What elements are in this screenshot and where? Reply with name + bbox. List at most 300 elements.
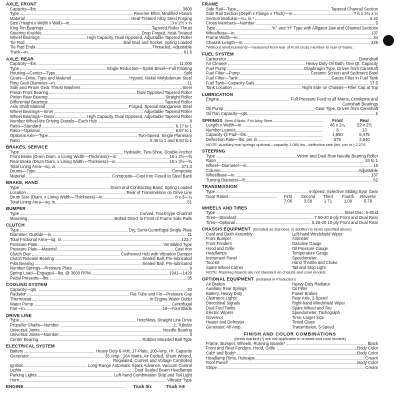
spec-value: Composite—Cast Iron Fused to Steel Back xyxy=(112,173,192,179)
dot-leader xyxy=(118,157,168,158)
spec-value: Diaphragm Type, Driven from Camshaft xyxy=(304,66,378,71)
dot-leader xyxy=(237,176,370,177)
punch-hole xyxy=(383,35,394,46)
spec-label: Wheelbase—in. xyxy=(206,30,236,36)
spec-value: 4-Speed, Selective Sliding Spur Gear xyxy=(308,189,378,194)
dot-leader xyxy=(237,33,370,34)
dot-leader xyxy=(30,53,183,54)
dot-leader xyxy=(73,269,189,270)
spec-label: Axle Shaft Material xyxy=(10,104,46,110)
dot-leader xyxy=(105,198,175,199)
spec-value: 7⅞ x 2¾ x ¼ xyxy=(354,11,378,17)
spec-row xyxy=(6,138,192,143)
dot-leader xyxy=(237,354,356,355)
spec-label: Length x Width—in. xyxy=(206,123,243,128)
dot-leader xyxy=(48,98,164,99)
equipment-item: Oil Pressure Gauge xyxy=(292,246,328,251)
spec-value: Camshaft Bearings xyxy=(342,101,378,107)
spec-row xyxy=(6,276,192,281)
dot-leader xyxy=(50,278,186,279)
spec-value: Cast Iron xyxy=(175,247,192,252)
equipment-item: Front Fenders xyxy=(206,241,232,246)
spec-value: Straight Roller xyxy=(165,95,192,100)
spec-value: Cream xyxy=(365,365,378,370)
dot-leader xyxy=(27,295,129,296)
section-heading: OPTIONAL EQUIPMENT xyxy=(202,277,254,282)
gear-ratio-label: Gear Ratios xyxy=(206,194,229,199)
spec-label: Fuel Filter—Tank xyxy=(206,75,238,81)
dot-leader xyxy=(32,254,120,255)
spec-label: Headlamp Rims, Hubcaps xyxy=(206,355,255,361)
spec-value: Ceramic Screen and Sediment Bowl xyxy=(310,71,378,76)
gear-ratio-value: 1.00 xyxy=(343,199,353,204)
spec-label: Pressure Plate xyxy=(10,242,38,247)
spec-value: Steel Disc, 6-Stud xyxy=(344,210,378,216)
spec-value: Flat Tube and Fin—Pressure Cap xyxy=(129,292,192,297)
spec-label: Type xyxy=(10,149,20,155)
dot-leader xyxy=(276,349,356,350)
spec-value: Hypoid, Nickel Molybdenum Steel xyxy=(129,75,192,81)
dot-leader xyxy=(60,326,173,327)
dot-leader xyxy=(39,340,141,341)
section-cooling-system xyxy=(6,283,192,312)
spec-label: Type xyxy=(10,227,20,233)
spec-label: Fuel Pump xyxy=(206,66,227,71)
section-lubrication xyxy=(202,92,378,116)
left-column xyxy=(6,2,192,391)
equipment-item: Rear Axle, 2-Speed xyxy=(292,296,328,301)
section-springs xyxy=(202,118,378,147)
equipment-item: Tool Kit xyxy=(206,260,220,266)
spec-value: 9 xyxy=(189,266,192,271)
spec-value: Forged, Special Manganese Steel xyxy=(128,104,192,110)
spec-label: Housing—Center—Type xyxy=(10,71,56,76)
spec-value: 61.6 xyxy=(183,49,192,55)
dot-leader xyxy=(20,14,133,15)
section-clutch xyxy=(6,223,192,281)
dot-leader xyxy=(294,14,353,15)
spec-value: 6.40 to 1 and 8.93 to 1 xyxy=(150,138,192,143)
section-heading: CHASSIS EQUIPMENT xyxy=(202,227,251,232)
spec-label: Wheel Bearings—Outer xyxy=(10,114,55,119)
section-wheels-and-tires xyxy=(202,206,378,225)
equipment-item: Heater and Defroster xyxy=(206,320,245,325)
spec-label: Cross Members—Number xyxy=(206,21,255,26)
spec-label: Radiator xyxy=(10,292,26,297)
dot-leader xyxy=(20,321,136,322)
section-brakes-service xyxy=(6,145,192,179)
spec-label: Deflection Rate—lbs. per in. xyxy=(206,137,259,143)
equipment-item: Temperature Gauge xyxy=(292,251,329,256)
spec-value: 371.3 xyxy=(181,164,192,169)
spec-row xyxy=(202,86,378,91)
spec-value: 52 xyxy=(373,177,378,183)
gear-ratio-value: 3.58 xyxy=(303,199,313,204)
spec-label: Material xyxy=(10,173,25,179)
spec-value: 4.42 xyxy=(369,16,378,21)
spec-label: Universal Joints—Number xyxy=(10,332,59,338)
spec-value: 8 x 3—¼ xyxy=(175,195,192,200)
dot-leader xyxy=(224,109,314,110)
spec-label: Cab* and Body* xyxy=(206,350,236,356)
dot-leader xyxy=(244,126,323,127)
spec-value: 2, Tubular xyxy=(173,323,192,328)
spec-label: Ratio—Optional xyxy=(10,128,40,134)
spec-label: Track—in. xyxy=(10,49,29,55)
spec-label: Side and Pinion Gear Thrust Washers xyxy=(10,85,81,91)
dot-leader xyxy=(55,259,141,260)
spec-value: Body Color xyxy=(357,346,378,351)
spec-value: 13 xyxy=(362,127,367,133)
spec-label: Clutch Disc xyxy=(10,251,32,257)
spec-label: Type xyxy=(10,66,20,71)
spec-value: “K” and “H” Type with Alligator Jaw and Channel Sections xyxy=(271,25,378,31)
dot-leader xyxy=(249,166,373,167)
spec-value: Needle Bearing xyxy=(163,327,192,333)
spec-label: Center Bearing xyxy=(10,337,39,342)
spec-label: Ratio xyxy=(206,158,216,164)
spec-label: Drum Size (Diam. x Lining Width—Thickness)—in. xyxy=(10,195,104,200)
dot-leader xyxy=(54,112,143,113)
dot-leader xyxy=(216,192,308,193)
spec-label: Turning Diameter—ft. xyxy=(206,177,246,183)
dot-leader xyxy=(26,19,131,20)
spec-value: 8 xyxy=(336,127,339,133)
dot-leader xyxy=(36,48,151,49)
section-heading: AXLE, FRONT xyxy=(6,2,37,7)
spec-label: Stripe xyxy=(206,365,217,370)
spec-value: Split xyxy=(183,71,192,76)
equipment-item: Electric Wipers xyxy=(206,310,234,316)
dot-leader xyxy=(38,64,179,65)
spec-row xyxy=(6,50,192,55)
section-engine xyxy=(6,385,192,390)
dot-leader xyxy=(118,162,169,163)
spec-value: Gauze Filter in Fuel Tank xyxy=(331,75,378,81)
equipment-item: Cowl and Dash Assembly xyxy=(206,231,253,237)
spec-value: 15 x 2½—⅜ xyxy=(169,154,192,160)
dot-leader xyxy=(30,356,104,357)
spec-value: Tapered Channel Section xyxy=(330,6,378,12)
spec-row xyxy=(6,174,192,179)
equipment-item: Tail and Stop Light xyxy=(292,265,326,270)
section-note: *Without reinforcements—measured from rear of front cross member to rear of frame. xyxy=(206,45,354,50)
spec-value: 7.50-20 8-ply Front and Dual Rear xyxy=(314,215,378,220)
spec-label: Front and Rear Fenders, Hood, Grille xyxy=(206,346,276,351)
dot-leader xyxy=(248,135,323,136)
dot-leader xyxy=(24,387,125,388)
dot-leader xyxy=(241,74,310,75)
gear-name: Fourth xyxy=(341,194,355,199)
dot-leader xyxy=(20,152,123,153)
spec-label: Fan—in. xyxy=(10,306,26,312)
dot-leader xyxy=(49,102,164,103)
section-axle-rear xyxy=(6,57,192,143)
spec-label: Total Frictional Area—sq. in. xyxy=(10,237,63,242)
spec-label: Ring Gear Diameter—in. xyxy=(10,80,56,86)
spec-label: Size (Height x Width x Wall)—in. xyxy=(10,21,71,26)
section-heading: ELECTRICAL SYSTEM xyxy=(6,344,55,349)
spec-value: 1,950 xyxy=(332,132,343,138)
spec-value: 8.25-20 10-ply Front and Dual Rear xyxy=(312,220,378,225)
spec-value: Hotchkiss, Straight Line Drive xyxy=(137,318,192,323)
gear-ratio-value: 1.71 xyxy=(323,199,333,204)
equipment-item: Generator, 40 Amp. xyxy=(206,325,242,330)
dot-leader xyxy=(20,214,139,215)
section-heading: AXLE, REAR xyxy=(6,56,34,62)
section-drive-line xyxy=(6,313,192,342)
section-heading-row xyxy=(6,385,192,390)
spec-label: Front Brake (Drum Diam. x Lining Width—Thickness)—in. xyxy=(10,154,118,160)
spec-value: 5,475 xyxy=(359,132,370,138)
section-electrical-system xyxy=(6,344,192,382)
section-subtitle: (Items marked (*) are not applicable to chassis and cowl models) xyxy=(234,336,346,342)
spec-label: Wheel Bearings xyxy=(10,35,40,41)
section-steering xyxy=(202,149,378,183)
spec-label: Ratio xyxy=(10,138,20,143)
dot-leader xyxy=(28,219,113,220)
section-transmission xyxy=(202,185,378,204)
dot-leader xyxy=(35,264,142,265)
dot-leader xyxy=(38,9,182,10)
spec-value: Curved, Track-type Channel xyxy=(139,211,192,216)
spec-value: 2,540 xyxy=(359,137,370,143)
spec-value: Composite xyxy=(171,169,192,174)
dot-leader xyxy=(20,188,109,189)
spec-label: Gears—Drive, Type and Material xyxy=(10,75,71,81)
spec-row xyxy=(6,307,192,312)
equipment-item: Right-hand Windshield Wiper xyxy=(292,301,346,306)
spec-label: Type xyxy=(206,189,216,194)
spec-value: Threaded, Adjustable xyxy=(152,45,192,50)
spec-row xyxy=(6,378,192,383)
dot-leader xyxy=(57,167,180,168)
spec-label: Fuel Tank—Capacity Gals. xyxy=(206,80,256,86)
spec-value: Dry, Semi-Centrifugal Single Plate xyxy=(128,227,192,233)
equipment-item: Instrument Panel xyxy=(206,255,237,261)
dot-leader xyxy=(27,193,126,194)
dot-leader xyxy=(237,9,330,10)
spec-label: Tie Rod Ends xyxy=(10,45,36,50)
spec-value: Black xyxy=(367,341,378,346)
dot-leader xyxy=(216,29,271,30)
section-heading: BRAKE, HAND xyxy=(6,180,38,186)
spec-label: Side Rail—Type xyxy=(206,6,237,12)
spec-label: Total Lining Area—sq. in. xyxy=(10,164,57,169)
spec-value: Bolted Direct to Front of Frame Side Rails xyxy=(114,216,192,221)
equipment-item: Ammeter xyxy=(292,236,309,242)
spec-label: Roof Panel* xyxy=(206,360,229,366)
equipment-item: Tires, Larger Size xyxy=(292,315,325,320)
spec-value: 137 xyxy=(371,173,378,178)
spec-value: 228 xyxy=(371,40,378,45)
spec-label: Column xyxy=(206,168,221,173)
spec-label: Water Pump xyxy=(10,301,34,307)
equipment-item: Dual Fuel Tanks xyxy=(206,305,236,311)
dot-leader xyxy=(233,88,301,89)
section-heading: BUMPER xyxy=(6,206,26,212)
dot-leader xyxy=(37,172,171,173)
spec-label: Optional Axle—Type xyxy=(10,133,48,139)
spec-value: Tapered Roller xyxy=(164,99,192,105)
gear-name: Second xyxy=(300,194,316,199)
spec-value: 3800 xyxy=(182,6,192,12)
spec-value: 34 xyxy=(373,35,378,41)
spec-label: Total Lining Area—sq. in. xyxy=(10,199,57,205)
dot-leader xyxy=(98,122,189,123)
equipment-item: Speedometer xyxy=(292,255,317,261)
dot-leader xyxy=(20,230,128,231)
gear-ratio-value-row xyxy=(202,199,378,204)
spec-label: Pinion Front Bearing xyxy=(10,90,49,95)
dot-leader xyxy=(44,29,151,30)
dot-leader xyxy=(259,140,323,141)
section-heading: BRAKES, SERVICE xyxy=(6,145,48,150)
spec-label: Type xyxy=(206,210,216,216)
spec-label: Steering Knuckle xyxy=(10,30,42,36)
section-heading: STEERING xyxy=(202,149,226,154)
equipment-item: Spare Wheel Carrier xyxy=(206,265,244,270)
spec-label: Frame Width—in. xyxy=(206,35,239,41)
spec-value: 6.67 to 1 xyxy=(175,128,192,134)
dot-leader xyxy=(218,368,364,369)
spec-label: Number Leaves xyxy=(206,127,236,133)
spec-value: 5 xyxy=(375,21,378,26)
spec-label: Capacity—lbs. xyxy=(10,6,37,12)
dot-leader xyxy=(20,380,166,381)
dot-leader xyxy=(38,376,114,377)
spec-label: Mounting xyxy=(10,216,28,221)
dot-leader xyxy=(236,223,311,224)
spec-label: Type xyxy=(10,185,20,190)
spec-value: Gear Type, Driven from Camshaft xyxy=(315,106,378,112)
spec-row xyxy=(6,200,192,205)
spec-value: Drop Forged, Heat-Treated xyxy=(141,30,192,36)
spec-value: Tapered Roller Thrust xyxy=(151,25,192,31)
spec-value: High Capacity, Dual Opposed, Adjustable Tapered Roller xyxy=(87,114,192,119)
spec-value: Right Side on Chassis—Filler Cap at Top xyxy=(302,85,378,91)
spec-value: 35 xyxy=(187,275,192,281)
dot-leader xyxy=(46,107,128,108)
spec-value: 3 x 2½ x ⅜ xyxy=(171,21,192,26)
equipment-item: Hand Throttle and Choke xyxy=(292,260,338,266)
spec-label: Chassis Length—in. xyxy=(206,40,244,45)
dot-leader xyxy=(244,43,370,44)
dot-leader xyxy=(42,126,175,127)
equipment-item: Headlamps xyxy=(206,251,227,256)
spec-value: 18—Four Blade xyxy=(162,306,192,312)
spec-value: 6.17 to 1 xyxy=(175,123,192,129)
spec-value: 15 x 3½—⅜ xyxy=(169,159,192,164)
dot-leader xyxy=(43,33,141,34)
equipment-item: Spare Wheel and Tire xyxy=(292,305,332,311)
dot-leader xyxy=(228,64,305,65)
spec-label: King Pin Bearings xyxy=(10,25,44,31)
section-heading: WHEELS AND TIRES xyxy=(202,205,248,211)
equipment-item: Front Bumper xyxy=(206,236,232,242)
section-bumper xyxy=(6,207,192,221)
dot-leader xyxy=(257,83,369,84)
spec-value: Dual Opposed Tapered Roller xyxy=(136,90,192,95)
section-heading: SPRINGS xyxy=(202,118,223,123)
gear-name: Third xyxy=(323,194,333,199)
gear-name: First xyxy=(283,194,293,199)
equipment-item: Hood and Grille xyxy=(206,246,235,251)
spec-value: Heavy Duty Oil Bath, One Qt. Capacity xyxy=(305,61,378,67)
dot-leader xyxy=(26,176,111,177)
section-note: NOTE: Running boards are not standard on chassis and cowl models. xyxy=(206,270,327,275)
spec-value: Reverse Elliot, Modified I-beam xyxy=(133,11,192,17)
equipment-item: Auxiliary Rear Springs xyxy=(206,286,247,292)
spec-label: Type xyxy=(206,153,216,159)
dot-leader xyxy=(27,309,162,310)
spec-label: Lights xyxy=(10,368,22,373)
spec-label: Fuel Filter—Pump xyxy=(206,71,240,76)
section-subtitle: (Included as standard, in addition to items specified above) xyxy=(252,227,352,232)
dot-leader xyxy=(26,43,123,44)
spec-value: 51 xyxy=(187,199,192,205)
spec-label: Parking Lights xyxy=(10,372,37,378)
equipment-row xyxy=(202,325,378,330)
spec-label: Carburetor xyxy=(206,56,227,62)
spec-label: Material xyxy=(10,16,25,21)
spec-row xyxy=(202,178,378,183)
spec-value: Dual Sealed Beam Headlamps xyxy=(134,368,192,373)
dot-leader xyxy=(239,79,331,80)
spec-value: Ventilated Type xyxy=(163,242,192,247)
equipment-item: Speedometer, Tachograph xyxy=(292,310,340,316)
equipment-item: Governor xyxy=(206,315,224,320)
section-brake-hand xyxy=(6,181,192,205)
spec-value: Two-Speed, Single Planetary xyxy=(137,133,192,139)
spec-label: Horn xyxy=(10,377,20,383)
spec-label: Tank Location xyxy=(206,85,232,91)
spec-value: Adjustable xyxy=(358,168,378,173)
section-optional-equipment xyxy=(202,277,378,330)
section-subtitle: (Installed in Production) xyxy=(255,277,296,282)
spec-row xyxy=(202,112,378,117)
dot-leader xyxy=(34,304,171,305)
spec-label: Frame, Bumper, Wheels, Running Boards* xyxy=(206,341,286,346)
spec-label: Tires—Standard xyxy=(206,215,237,220)
spec-label: Capacity @ Pad—lbs. xyxy=(206,132,248,138)
dot-leader xyxy=(41,38,87,39)
spec-value: 18 xyxy=(373,163,378,168)
spec-value: Body Color xyxy=(357,360,378,366)
spec-value: 24 to 1 xyxy=(365,158,378,164)
gear-ratio-value: 7.06 xyxy=(283,199,293,204)
section-subtitle: Semi-Elliptic, Full Alloy Steel xyxy=(224,118,273,123)
equipment-item: Heavy-Duty Radiator xyxy=(292,281,330,287)
spec-label: Tires—Optional xyxy=(206,220,235,225)
column-header: Truck V-8 xyxy=(166,384,185,390)
dot-leader xyxy=(56,74,182,75)
spec-label: Side Rail Section (Depth x Flange x Thick)—in. xyxy=(206,11,294,17)
spec-value: Sealed Ball, Pre-lubricated xyxy=(142,261,192,266)
section-heading: DRIVE LINE xyxy=(6,313,32,318)
spec-label: Capacity—qts. xyxy=(10,287,38,292)
spec-label: Wheel Bearings—Inner xyxy=(10,109,54,115)
right-column xyxy=(202,2,378,372)
spec-label: Pressure Plate—Material xyxy=(10,247,57,252)
spec-value: 1941—1429 xyxy=(169,271,192,276)
spec-label: Engine xyxy=(206,97,220,102)
dot-leader xyxy=(41,131,175,132)
spec-label: Number Wheel-tire Driving Dowels—Each Hub xyxy=(10,119,97,124)
spec-value: Ball Stud and Socket, Spring Loaded xyxy=(123,40,192,45)
dot-leader xyxy=(286,344,367,345)
dot-leader xyxy=(229,197,277,198)
